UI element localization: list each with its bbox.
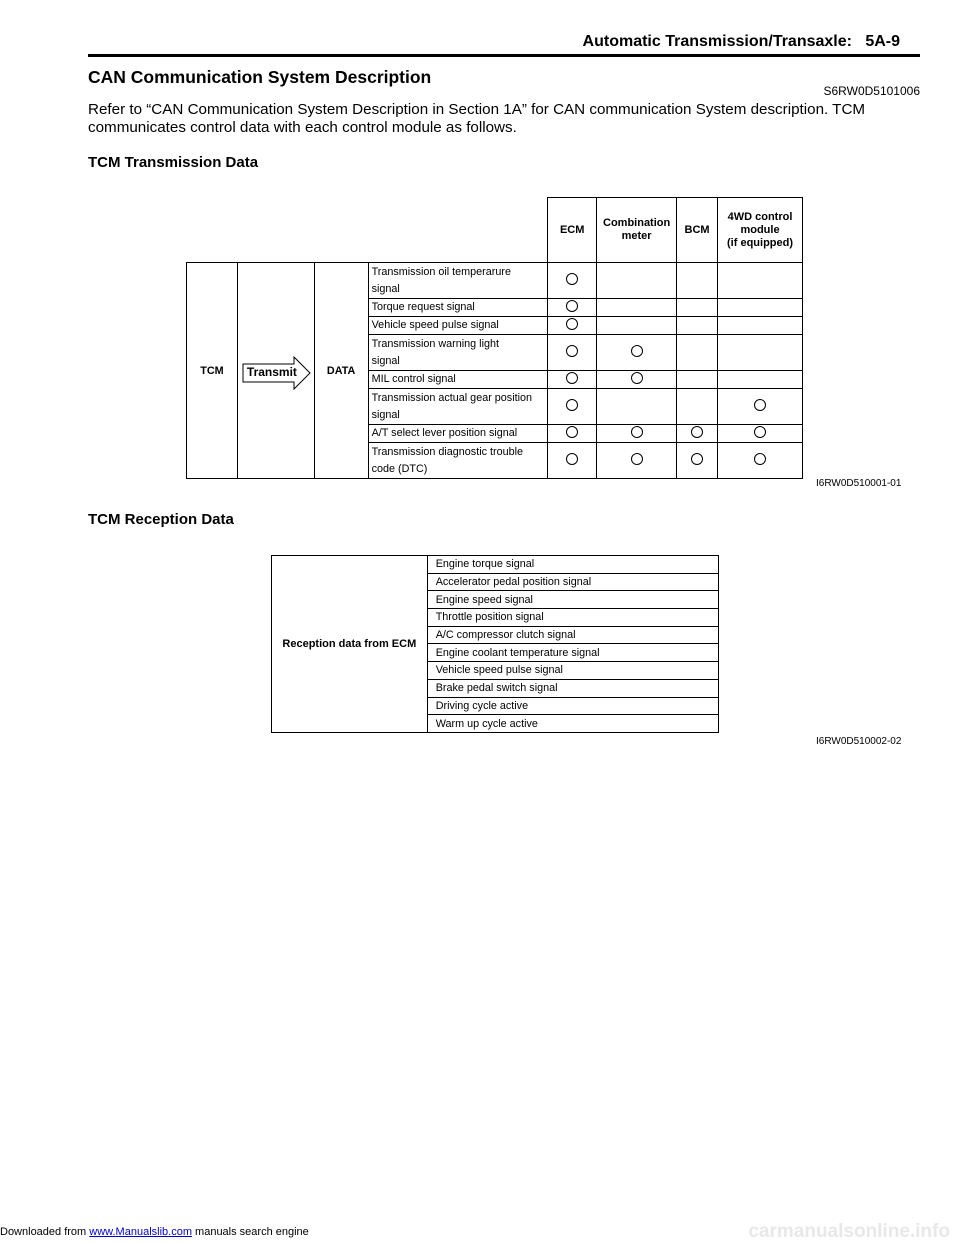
page-header xyxy=(583,33,900,51)
col-header-bcm: BCM xyxy=(677,198,718,263)
circle-mark-icon xyxy=(566,273,578,285)
circle-mark-icon xyxy=(566,453,578,465)
circle-mark-icon xyxy=(566,318,578,330)
circle-mark-icon xyxy=(631,372,643,384)
mark-ecm xyxy=(548,263,597,299)
table-row xyxy=(187,263,803,299)
mark-ecm xyxy=(548,443,597,479)
signal-cell: Torque request signal xyxy=(368,299,548,317)
mark-empty xyxy=(597,299,677,317)
mark-empty xyxy=(597,389,677,425)
reception-label: Reception data from ECM xyxy=(272,556,428,733)
data-label: DATA xyxy=(314,263,368,479)
circle-mark-icon xyxy=(631,453,643,465)
transmit-label: Transmit xyxy=(246,365,297,379)
col-header-4wd-module: 4WD control module (if equipped) xyxy=(718,198,803,263)
reception-table xyxy=(271,555,719,733)
mark-ecm xyxy=(548,425,597,443)
mark-empty xyxy=(677,299,718,317)
signal-cell: MIL control signal xyxy=(368,371,548,389)
mark-ecm xyxy=(548,389,597,425)
signal-cell: Transmission oil temperarure signal xyxy=(368,263,548,299)
mark-4wd-module xyxy=(718,443,803,479)
transmission-heading: TCM Transmission Data xyxy=(88,154,259,171)
col-header-combination-meter: Combination meter xyxy=(597,198,677,263)
circle-mark-icon xyxy=(631,345,643,357)
mark-combination-meter xyxy=(597,425,677,443)
signal-cell: Driving cycle active xyxy=(427,697,718,715)
mark-empty xyxy=(677,317,718,335)
circle-mark-icon xyxy=(691,426,703,438)
mark-bcm xyxy=(677,443,718,479)
signal-cell: Transmission diagnostic trouble code (DTC) xyxy=(368,443,548,479)
footer-suffix: manuals search engine xyxy=(191,1226,309,1238)
mark-combination-meter xyxy=(597,443,677,479)
mark-bcm xyxy=(677,425,718,443)
circle-mark-icon xyxy=(631,426,643,438)
header-blank xyxy=(187,198,548,263)
manualslib-link[interactable]: www.Manualslib.com xyxy=(89,1226,192,1238)
section-body: Refer to “CAN Communication System Description in Section 1A” for CAN communication System description. TCM communicates control data with each control module as follows. xyxy=(88,101,866,136)
signal-cell: Engine speed signal xyxy=(427,591,718,609)
figure-id: I6RW0D510001-01 xyxy=(816,478,902,489)
mark-4wd-module xyxy=(718,425,803,443)
transmit-arrow-cell xyxy=(237,263,314,479)
mark-empty xyxy=(677,263,718,299)
circle-mark-icon xyxy=(754,426,766,438)
circle-mark-icon xyxy=(566,300,578,312)
signal-cell: Throttle position signal xyxy=(427,609,718,627)
mark-empty xyxy=(718,263,803,299)
section-code: S6RW0D5101006 xyxy=(823,84,920,98)
mark-empty xyxy=(597,263,677,299)
mark-empty xyxy=(677,389,718,425)
signal-cell: Vehicle speed pulse signal xyxy=(427,662,718,680)
signal-cell: Vehicle speed pulse signal xyxy=(368,317,548,335)
footer xyxy=(0,1226,309,1238)
signal-cell: Transmission actual gear position signal xyxy=(368,389,548,425)
mark-ecm xyxy=(548,371,597,389)
signal-cell: A/C compressor clutch signal xyxy=(427,626,718,644)
signal-cell: Accelerator pedal position signal xyxy=(427,573,718,591)
section-title: CAN Communication System Description xyxy=(88,67,432,87)
signal-cell: Transmission warning light signal xyxy=(368,335,548,371)
transmission-table xyxy=(186,197,803,479)
reception-heading: TCM Reception Data xyxy=(88,511,234,528)
mark-combination-meter xyxy=(597,371,677,389)
mark-ecm xyxy=(548,335,597,371)
mark-4wd-module xyxy=(718,389,803,425)
source-tcm: TCM xyxy=(187,263,238,479)
signal-cell: Warm up cycle active xyxy=(427,715,718,733)
signal-cell: Engine coolant temperature signal xyxy=(427,644,718,662)
circle-mark-icon xyxy=(566,345,578,357)
signal-cell: Engine torque signal xyxy=(427,556,718,574)
circle-mark-icon xyxy=(754,453,766,465)
circle-mark-icon xyxy=(691,453,703,465)
mark-empty xyxy=(718,299,803,317)
circle-mark-icon xyxy=(566,399,578,411)
mark-ecm xyxy=(548,317,597,335)
table-row xyxy=(272,556,719,574)
circle-mark-icon xyxy=(754,399,766,411)
mark-empty xyxy=(677,371,718,389)
mark-ecm xyxy=(548,299,597,317)
header-page-number: 5A-9 xyxy=(865,33,900,50)
mark-empty xyxy=(597,317,677,335)
transmission-header-row xyxy=(187,198,803,263)
header-rule xyxy=(88,54,920,57)
watermark: carmanualsonline.info xyxy=(748,1221,950,1242)
circle-mark-icon xyxy=(566,426,578,438)
circle-mark-icon xyxy=(566,372,578,384)
footer-prefix: Downloaded from xyxy=(0,1226,90,1238)
mark-empty xyxy=(718,371,803,389)
mark-empty xyxy=(718,317,803,335)
mark-empty xyxy=(677,335,718,371)
mark-combination-meter xyxy=(597,335,677,371)
figure-id: I6RW0D510002-02 xyxy=(816,736,902,747)
signal-cell: A/T select lever position signal xyxy=(368,425,548,443)
header-title: Automatic Transmission/Transaxle: xyxy=(582,33,852,50)
mark-empty xyxy=(718,335,803,371)
signal-cell: Brake pedal switch signal xyxy=(427,679,718,697)
col-header-ecm: ECM xyxy=(548,198,597,263)
